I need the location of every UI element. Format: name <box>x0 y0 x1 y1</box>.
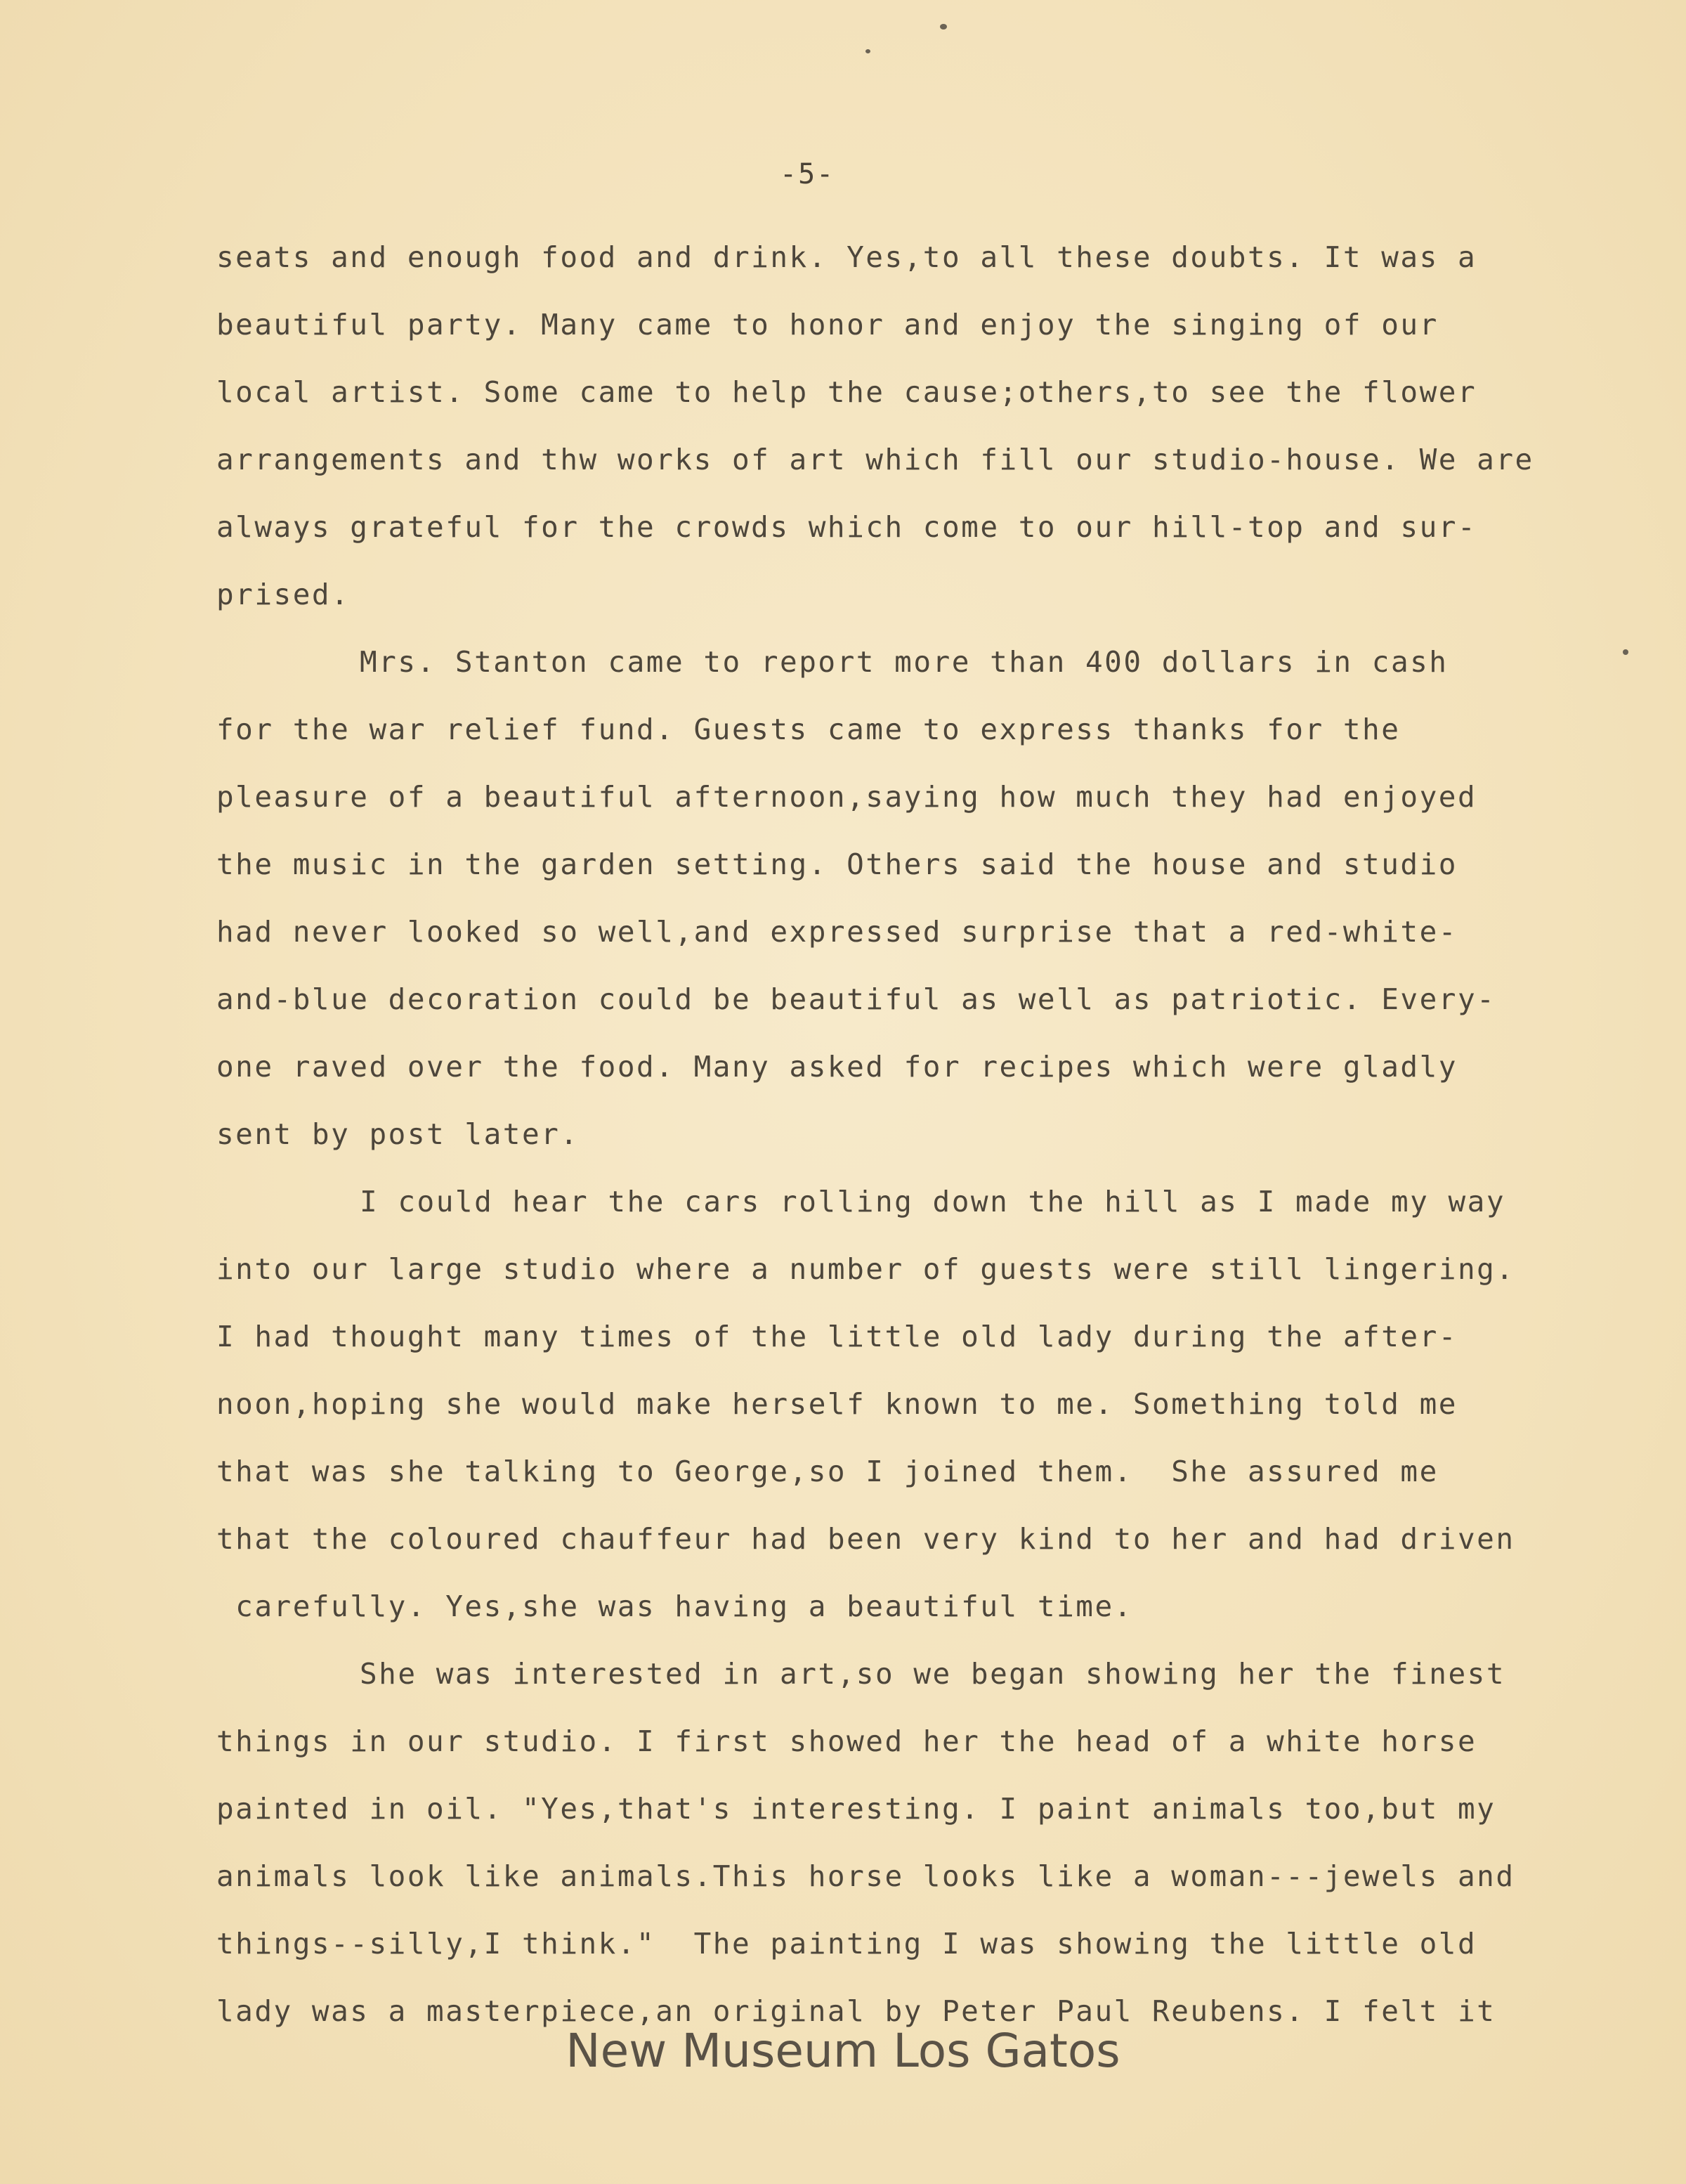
text-line: always grateful for the crowds which come to our hill-top and sur- <box>216 510 1477 544</box>
paragraph-2 <box>216 628 1635 1168</box>
text-line: things--silly,I think." The painting I was showing the little old <box>216 1927 1477 1961</box>
text-line: things in our studio. I first showed her the head of a white horse <box>216 1724 1477 1758</box>
text-line: I had thought many times of the little old lady during the after- <box>216 1320 1458 1353</box>
text-line: sent by post later. <box>216 1117 580 1151</box>
paragraph-3 <box>216 1168 1635 1640</box>
text-line: local artist. Some came to help the cause;others,to see the flower <box>216 375 1477 409</box>
text-line: animals look like animals.This horse looks like a woman---jewels and <box>216 1859 1515 1893</box>
text-line: had never looked so well,and expressed surprise that a red-white- <box>216 915 1458 949</box>
text-line: prised. <box>216 578 351 611</box>
text-line: that the coloured chauffeur had been very kind to her and had driven <box>216 1522 1515 1556</box>
text-line: seats and enough food and drink. Yes,to all these doubts. It was a <box>216 240 1477 274</box>
text-line: painted in oil. "Yes,that's interesting. I paint animals too,but my <box>216 1792 1496 1826</box>
text-line: that was she talking to George,so I joined them. She assured me <box>216 1455 1439 1488</box>
paper-speck <box>865 49 870 53</box>
text-line: noon,hoping she would make herself known to me. Something told me <box>216 1387 1458 1421</box>
text-line: pleasure of a beautiful afternoon,saying how much they had enjoyed <box>216 780 1477 814</box>
page-number: -5- <box>780 158 835 190</box>
text-line: and-blue decoration could be beautiful as well as patriotic. Every- <box>216 982 1496 1016</box>
text-line: into our large studio where a number of guests were still lingering. <box>216 1252 1515 1286</box>
museum-watermark: New Museum Los Gatos <box>566 2024 1120 2078</box>
text-line: Mrs. Stanton came to report more than 400 dollars in cash <box>360 645 1449 679</box>
text-line: carefully. Yes,she was having a beautiful time. <box>216 1590 1133 1623</box>
text-line: I could hear the cars rolling down the hill as I made my way <box>360 1185 1506 1218</box>
text-line: the music in the garden setting. Others said the house and studio <box>216 847 1458 881</box>
text-line: She was interested in art,so we began showing her the finest <box>360 1657 1506 1691</box>
text-line: one raved over the food. Many asked for recipes which were gladly <box>216 1050 1458 1084</box>
paragraph-1 <box>216 223 1635 628</box>
text-line: arrangements and thw works of art which fill our studio-house. We are <box>216 443 1534 476</box>
text-line: beautiful party. Many came to honor and enjoy the singing of our <box>216 308 1439 342</box>
paper-speck <box>940 24 947 30</box>
paragraph-4 <box>216 1640 1635 2045</box>
letter-body <box>216 223 1635 2045</box>
text-line: lady was a masterpiece,an original by Peter Paul Reubens. I felt it <box>216 1994 1496 2028</box>
text-line: for the war relief fund. Guests came to express thanks for the <box>216 713 1401 746</box>
